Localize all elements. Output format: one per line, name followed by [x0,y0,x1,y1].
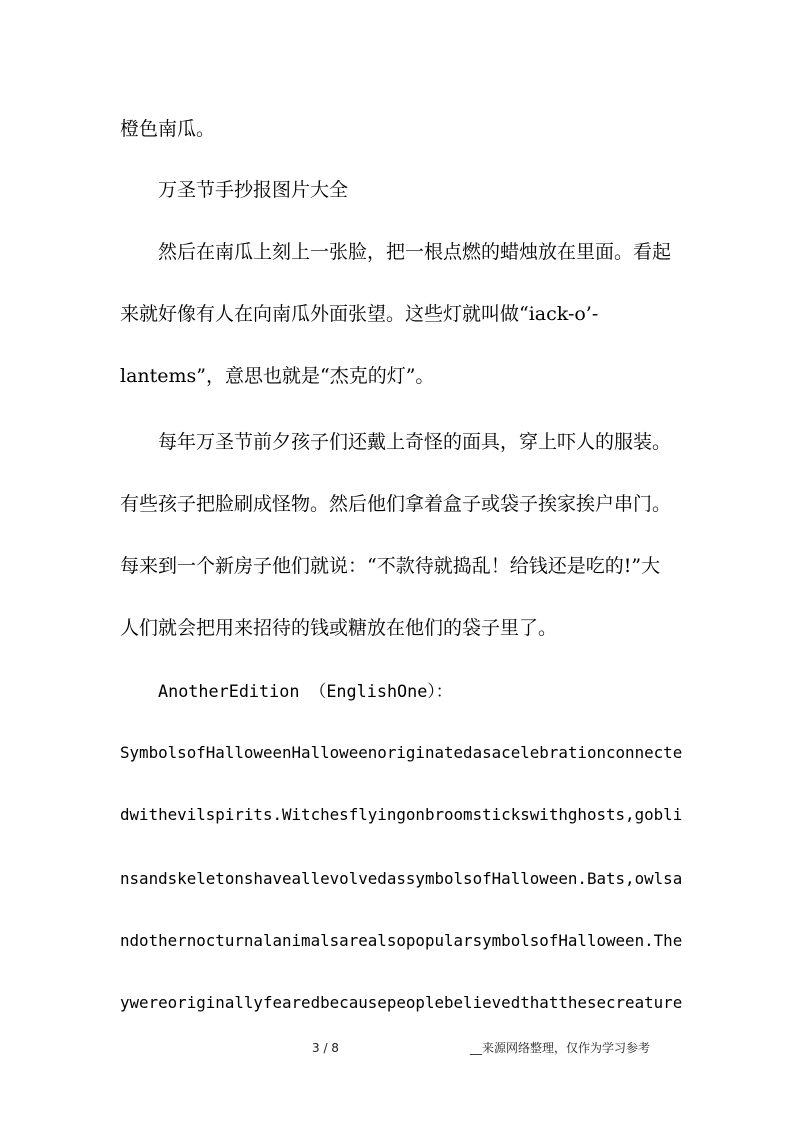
paragraph-line: 人们就会把用来招待的钱或糖放在他们的袋子里了。 [120,617,558,639]
paragraph-line: 然后在南瓜上刻上一张脸，把一根点燃的蜡烛放在里面。看起 [158,241,672,263]
paragraph-line: lantems”，意思也就是“杰克的灯”。 [120,365,435,387]
paragraph-line: SymbolsofHalloweenHalloweenoriginatedasacelebrationconnecte [120,743,683,762]
paragraph-line: 每来到一个新房子他们就说：“不款待就捣乱！给钱还是吃的!”大 [120,555,661,577]
paragraph-line: 有些孩子把脸刷成怪物。然后他们拿着盒子或袋子挨家挨户串门。 [120,493,672,515]
footer-note: __来源网络整理，仅作为学习参考 [470,1041,651,1055]
section-heading: AnotherEdition （EnglishOne）： [158,681,453,701]
paragraph-line: ywereoriginallyfearedbecausepeoplebelievedthatthesecreature [120,993,683,1012]
paragraph-line: dwithevilspirits.Witchesflyingonbroomstickswithghosts,gobli [120,805,683,824]
paragraph-line: 每年万圣节前夕孩子们还戴上奇怪的面具，穿上吓人的服装。 [158,431,672,453]
section-heading: 万圣节手抄报图片大全 [158,179,349,201]
paragraph-line: ndothernocturnalanimalsarealsopopularsymbolsofHalloween.The [120,931,683,950]
paragraph-line: 来就好像有人在向南瓜外面张望。这些灯就叫做“iack-o’- [120,303,599,325]
page-number: 3 / 8 [312,1041,339,1055]
paragraph-line: nsandskeletonshaveallevolvedassymbolsofHalloween.Bats,owlsa [120,869,683,888]
paragraph-line: 橙色南瓜。 [120,118,216,140]
